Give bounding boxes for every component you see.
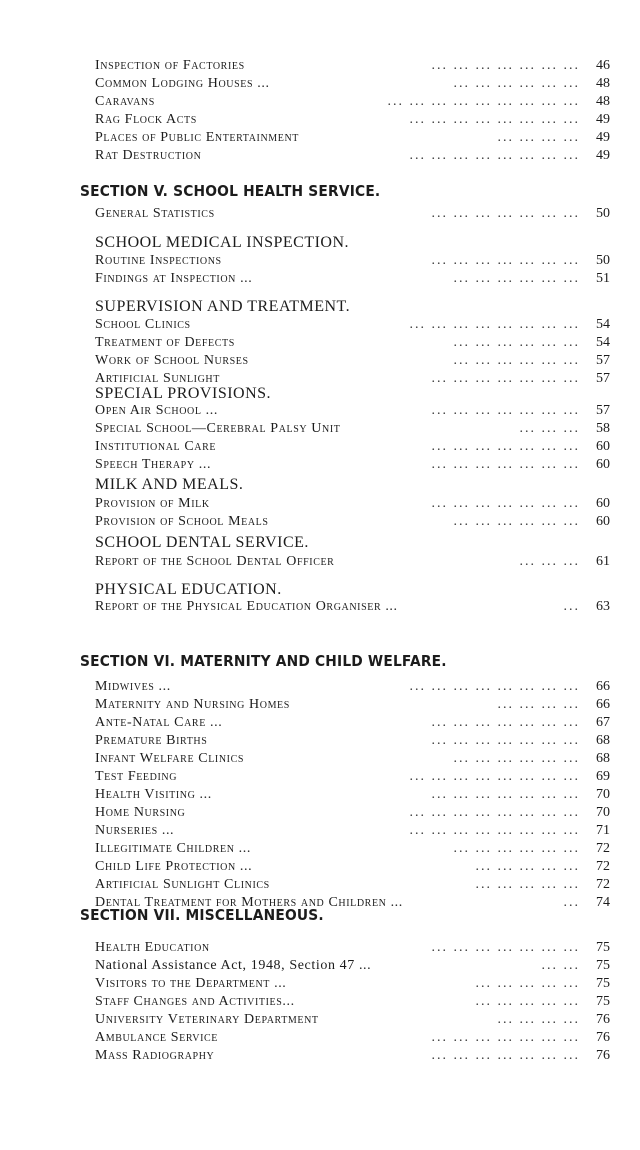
toc-entry <box>95 58 610 76</box>
entry-page-number: 75 <box>596 940 610 955</box>
entry-title: Ante-Natal Care ... <box>95 715 223 730</box>
section-v-heading: SECTION V. SCHOOL HEALTH SERVICE. <box>80 182 381 200</box>
entry-leaders: ... ... ... ... ... ... ... <box>431 940 580 955</box>
toc-entry <box>95 148 610 166</box>
toc-entry <box>95 805 610 823</box>
entry-leaders: ... <box>563 895 580 910</box>
entry-page-number: 76 <box>596 1048 610 1063</box>
entry-title: Open Air School ... <box>95 403 218 418</box>
toc-entry <box>95 514 610 532</box>
entry-title: Nurseries ... <box>95 823 175 838</box>
entry-title: Home Nursing <box>95 805 186 820</box>
entry-leaders: ... ... ... ... ... ... <box>453 514 580 529</box>
section-vi-heading: SECTION VI. MATERNITY AND CHILD WELFARE. <box>80 652 447 670</box>
toc-entry <box>95 1048 610 1066</box>
toc-entry <box>95 76 610 94</box>
toc-entry <box>95 715 610 733</box>
entry-page-number: 60 <box>596 457 610 472</box>
entry-leaders: ... <box>563 599 580 614</box>
entry-page-number: 54 <box>596 335 610 350</box>
entry-page-number: 46 <box>596 58 610 73</box>
entry-leaders: ... ... ... ... ... ... ... <box>431 371 580 386</box>
entry-leaders: ... ... ... ... <box>497 1012 580 1027</box>
entry-title: University Veterinary Department <box>95 1012 319 1027</box>
entry-title: Ambulance Service <box>95 1030 219 1045</box>
entry-leaders: ... ... ... ... ... ... ... <box>431 733 580 748</box>
entry-page-number: 57 <box>596 403 610 418</box>
toc-entry <box>95 335 610 353</box>
entry-leaders: ... ... ... ... <box>497 697 580 712</box>
entry-leaders: ... ... ... ... ... ... ... <box>431 787 580 802</box>
toc-entry <box>95 787 610 805</box>
toc-entry <box>95 496 610 514</box>
entry-page-number: 63 <box>596 599 610 614</box>
toc-entry <box>95 421 610 439</box>
entry-title: Staff Changes and Activities... <box>95 994 295 1009</box>
entry-title: Health Visiting ... <box>95 787 212 802</box>
entry-page-number: 72 <box>596 859 610 874</box>
entry-page-number: 69 <box>596 769 610 784</box>
entry-page-number: 57 <box>596 371 610 386</box>
entry-leaders: ... ... ... ... ... ... ... ... <box>409 148 580 163</box>
entry-title: Speech Therapy ... <box>95 457 212 472</box>
entry-page-number: 67 <box>596 715 610 730</box>
entry-title: Mass Radiography <box>95 1048 215 1063</box>
entry-page-number: 49 <box>596 148 610 163</box>
subsection-heading: PHYSICAL EDUCATION. <box>95 581 282 598</box>
toc-entry <box>95 206 610 224</box>
entry-title: Report of the School Dental Officer <box>95 554 335 569</box>
entry-page-number: 48 <box>596 94 610 109</box>
entry-title: Visitors to the Department ... <box>95 976 287 991</box>
entry-title: National Assistance Act, 1948, Section 47 ... <box>95 958 372 973</box>
toc-entry <box>95 1030 610 1048</box>
toc-entry <box>95 859 610 877</box>
entry-title: Provision of School Meals <box>95 514 269 529</box>
toc-entry <box>95 317 610 335</box>
toc-entry <box>95 697 610 715</box>
entry-page-number: 50 <box>596 206 610 221</box>
entry-title: General Statistics <box>95 206 215 221</box>
entry-page-number: 60 <box>596 439 610 454</box>
entry-title: Child Life Protection ... <box>95 859 253 874</box>
entry-leaders: ... ... ... ... ... ... ... <box>431 457 580 472</box>
entry-page-number: 72 <box>596 877 610 892</box>
toc-entry <box>95 599 610 617</box>
entry-leaders: ... ... ... <box>519 421 580 436</box>
toc-entry <box>95 976 610 994</box>
toc-entry <box>95 994 610 1012</box>
entry-leaders: ... ... ... ... ... ... ... <box>431 1048 580 1063</box>
toc-entry <box>95 353 610 371</box>
entry-page-number: 75 <box>596 994 610 1009</box>
subsection-heading: SUPERVISION AND TREATMENT. <box>95 298 351 315</box>
entry-page-number: 66 <box>596 697 610 712</box>
entry-leaders: ... ... ... ... ... ... ... <box>431 206 580 221</box>
toc-entry <box>95 130 610 148</box>
entry-title: Report of the Physical Education Organiser ... <box>95 599 398 614</box>
entry-page-number: 60 <box>596 496 610 511</box>
entry-leaders: ... ... ... ... ... ... ... ... <box>409 805 580 820</box>
entry-title: School Clinics <box>95 317 191 332</box>
entry-title: Work of School Nurses <box>95 353 249 368</box>
entry-title: Routine Inspections <box>95 253 222 268</box>
entry-leaders: ... ... ... ... ... ... ... ... <box>409 112 580 127</box>
entry-title: Maternity and Nursing Homes <box>95 697 290 712</box>
entry-page-number: 74 <box>596 895 610 910</box>
entry-page-number: 71 <box>596 823 610 838</box>
subsection-heading: SCHOOL DENTAL SERVICE. <box>95 534 309 551</box>
entry-title: Institutional Care <box>95 439 217 454</box>
entry-page-number: 49 <box>596 112 610 127</box>
toc-entry <box>95 271 610 289</box>
toc-entry <box>95 112 610 130</box>
entry-page-number: 75 <box>596 958 610 973</box>
entry-title: Health Education <box>95 940 210 955</box>
entry-title: Dental Treatment for Mothers and Children ... <box>95 895 403 910</box>
entry-leaders: ... ... ... ... ... ... ... ... <box>409 679 580 694</box>
entry-leaders: ... ... ... ... ... ... <box>453 271 580 286</box>
toc-entry <box>95 733 610 751</box>
entry-page-number: 49 <box>596 130 610 145</box>
entry-page-number: 61 <box>596 554 610 569</box>
entry-leaders: ... ... ... ... ... ... ... ... ... <box>387 94 580 109</box>
entry-page-number: 70 <box>596 787 610 802</box>
entry-page-number: 75 <box>596 976 610 991</box>
entry-page-number: 68 <box>596 751 610 766</box>
entry-title: Treatment of Defects <box>95 335 235 350</box>
entry-leaders: ... ... ... ... ... ... ... <box>431 496 580 511</box>
toc-entry <box>95 841 610 859</box>
entry-leaders: ... ... ... ... ... ... ... <box>431 715 580 730</box>
toc-entry <box>95 403 610 421</box>
entry-title: Test Feeding <box>95 769 178 784</box>
entry-leaders: ... ... ... <box>519 554 580 569</box>
entry-title: Midwives ... <box>95 679 171 694</box>
entry-page-number: 70 <box>596 805 610 820</box>
entry-page-number: 58 <box>596 421 610 436</box>
entry-leaders: ... ... ... ... ... ... ... <box>431 253 580 268</box>
entry-title: Artificial Sunlight Clinics <box>95 877 270 892</box>
entry-title: Places of Public Entertainment <box>95 130 299 145</box>
entry-leaders: ... ... ... ... ... ... ... <box>431 58 580 73</box>
toc-entry <box>95 823 610 841</box>
entry-page-number: 48 <box>596 76 610 91</box>
toc-entry <box>95 679 610 697</box>
entry-title: Rag Flock Acts <box>95 112 197 127</box>
entry-title: Rat Destruction <box>95 148 202 163</box>
entry-leaders: ... ... ... ... <box>497 130 580 145</box>
entry-leaders: ... ... ... ... ... ... <box>453 335 580 350</box>
toc-entry <box>95 940 610 958</box>
toc-entry <box>95 94 610 112</box>
entry-title: Inspection of Factories <box>95 58 245 73</box>
entry-leaders: ... ... ... ... ... ... ... ... <box>409 317 580 332</box>
entry-leaders: ... ... ... ... ... ... <box>453 751 580 766</box>
entry-leaders: ... ... ... ... ... <box>475 976 580 991</box>
entry-page-number: 76 <box>596 1012 610 1027</box>
entry-leaders: ... ... ... ... ... ... ... ... <box>409 823 580 838</box>
entry-leaders: ... ... ... ... ... ... ... <box>431 403 580 418</box>
entry-leaders: ... ... ... ... ... ... ... <box>431 1030 580 1045</box>
entry-title: Findings at Inspection ... <box>95 271 253 286</box>
subsection-heading: SCHOOL MEDICAL INSPECTION. <box>95 234 350 251</box>
toc-entry <box>95 1012 610 1030</box>
entry-title: Caravans <box>95 94 155 109</box>
entry-leaders: ... ... ... ... ... ... <box>453 76 580 91</box>
entry-leaders: ... ... ... ... ... <box>475 877 580 892</box>
toc-entry <box>95 554 610 572</box>
toc-entry <box>95 769 610 787</box>
entry-title: Provision of Milk <box>95 496 210 511</box>
entry-page-number: 68 <box>596 733 610 748</box>
toc-entry <box>95 253 610 271</box>
entry-leaders: ... ... ... ... ... <box>475 994 580 1009</box>
entry-page-number: 66 <box>596 679 610 694</box>
entry-title: Common Lodging Houses ... <box>95 76 270 91</box>
entry-title: Special School—Cerebral Palsy Unit <box>95 421 341 436</box>
entry-leaders: ... ... ... ... ... ... ... <box>431 439 580 454</box>
entry-page-number: 60 <box>596 514 610 529</box>
entry-page-number: 72 <box>596 841 610 856</box>
entry-leaders: ... ... ... ... ... ... <box>453 841 580 856</box>
entry-leaders: ... ... ... ... ... <box>475 859 580 874</box>
entry-page-number: 76 <box>596 1030 610 1045</box>
subsection-heading: MILK AND MEALS. <box>95 476 244 493</box>
subsection-heading: SPECIAL PROVISIONS. <box>95 385 272 402</box>
entry-leaders: ... ... ... ... ... ... ... ... <box>409 769 580 784</box>
entry-leaders: ... ... <box>541 958 580 973</box>
entry-page-number: 54 <box>596 317 610 332</box>
section-vii-heading: SECTION VII. MISCELLANEOUS. <box>80 906 324 924</box>
entry-page-number: 50 <box>596 253 610 268</box>
toc-entry <box>95 877 610 895</box>
entry-leaders: ... ... ... ... ... ... <box>453 353 580 368</box>
toc-entry <box>95 958 610 976</box>
entry-page-number: 51 <box>596 271 610 286</box>
entry-title: Infant Welfare Clinics <box>95 751 245 766</box>
toc-entry <box>95 751 610 769</box>
toc-entry <box>95 439 610 457</box>
entry-title: Artificial Sunlight <box>95 371 220 386</box>
toc-entry <box>95 457 610 475</box>
entry-page-number: 57 <box>596 353 610 368</box>
entry-title: Premature Births <box>95 733 208 748</box>
entry-title: Illegitimate Children ... <box>95 841 251 856</box>
